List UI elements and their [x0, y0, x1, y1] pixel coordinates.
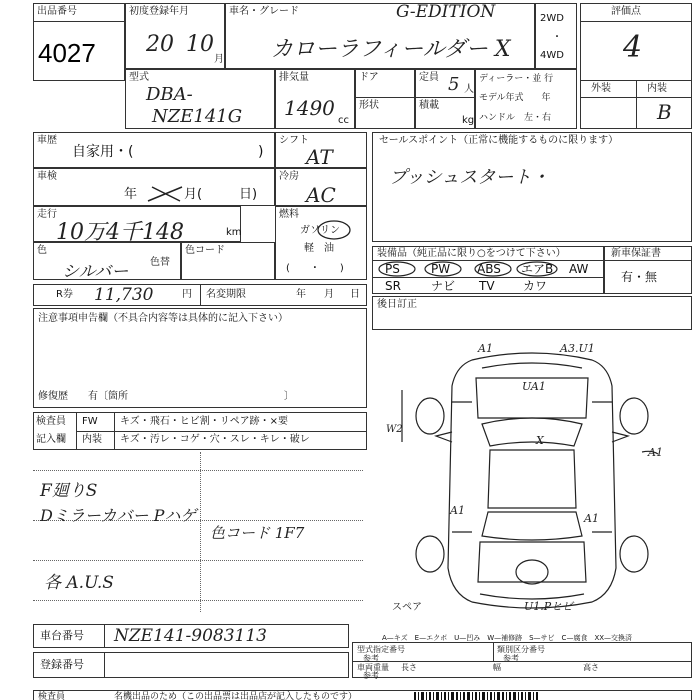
chassis-label: 車台番号: [40, 629, 84, 642]
cc-box: [275, 69, 355, 129]
spec-row1b: 参考: [363, 654, 379, 663]
note-4: 各 A.U.S: [44, 573, 114, 593]
door-label: ドア: [359, 72, 379, 83]
dealer-box: [475, 69, 577, 129]
mileage-box: [33, 206, 242, 245]
note-1: F廻りS: [40, 481, 98, 501]
spec-row1c: 類別区分番号: [497, 645, 545, 654]
load-unit: kg: [462, 115, 475, 126]
sales-value: プッシュスタート・: [389, 167, 550, 188]
sales-label: セールスポイント（正常に機能するものに限ります）: [379, 135, 619, 146]
mileage-unit: km: [226, 227, 242, 238]
bottom-row: [33, 690, 692, 700]
equip-airbag: エアB: [521, 262, 554, 276]
int-value: B: [657, 100, 672, 124]
capacity-box: [415, 69, 475, 129]
model-box: [125, 69, 275, 129]
chassis-value: NZE141-9083113: [114, 626, 267, 646]
capacity-value: 5: [448, 74, 460, 95]
drive-sep: ・: [552, 32, 562, 43]
color-change: 色替: [150, 257, 170, 268]
cc-unit: cc: [338, 115, 349, 126]
mark-x: X: [536, 434, 544, 447]
recycle-unit: 円: [182, 289, 192, 300]
dealer-line3: ハンドル 左・右: [479, 113, 552, 123]
history-close: ): [258, 144, 264, 160]
load-label: 積載: [419, 100, 439, 111]
inspection-box: [33, 168, 275, 206]
equipment-box: [372, 246, 604, 294]
name-label: 車名・グレード: [229, 6, 299, 17]
spec-row2c: 長さ: [401, 663, 417, 672]
fuel-diesel: 軽 油: [304, 243, 334, 254]
checker-label2: 記入欄: [36, 434, 66, 445]
equip-aw: AW: [569, 262, 589, 276]
spec-row1a: 型式指定番号: [357, 645, 405, 654]
change-month: 月: [324, 289, 334, 300]
model-line1: DBA-: [146, 84, 193, 105]
change-label: 名変期限: [206, 289, 246, 300]
spec-box: [352, 642, 692, 678]
warranty-label: 新車保証書: [611, 248, 661, 259]
ac-value: AC: [306, 183, 336, 207]
ext-label: 外装: [591, 83, 611, 94]
rating-box: [580, 3, 692, 129]
lot-number: 4027: [38, 38, 96, 68]
name-grade-box: [225, 3, 535, 69]
mileage-label: 走行: [37, 209, 57, 220]
spec-row2e: 高さ: [583, 663, 599, 672]
door-box: [355, 69, 415, 129]
equip-circles: [373, 260, 605, 294]
fw-row: キズ・飛石・ヒビ割・リペア跡・×要: [120, 416, 288, 427]
after-label: 後日訂正: [377, 299, 417, 310]
registration-label: 登録番号: [40, 658, 84, 671]
capacity-unit: 人: [464, 84, 474, 95]
reg-month-unit: 月: [214, 54, 224, 65]
spec-row1d: 参考: [503, 654, 519, 663]
note-3: 色コード 1F7: [210, 524, 305, 542]
bottom-text: 名機出品のため（この出品票は出品店が記入したものです）: [114, 692, 358, 700]
in-label: 内装: [82, 434, 102, 445]
strike-mark: [146, 185, 186, 203]
reg-month: 10: [186, 32, 214, 57]
equip-abs: ABS: [477, 262, 501, 276]
fuel-box: [275, 206, 367, 280]
recycle-value: 11,730: [94, 285, 154, 305]
history-box: [33, 132, 275, 168]
model-line2: NZE141G: [152, 106, 243, 127]
inspect-day: 日): [239, 187, 258, 202]
mark-ua1: UA1: [522, 380, 546, 393]
mark-a1-right: A1: [648, 446, 663, 459]
reg-year: 20: [146, 32, 174, 57]
mileage-value: 10万4千148: [56, 220, 184, 245]
mark-a1-left: A1: [450, 504, 465, 517]
dealer-line1: ディーラー・並 行: [479, 74, 554, 84]
warranty-value: 有・無: [621, 270, 658, 284]
drive-box: [535, 3, 577, 69]
repair-label: 修復歴 有〔箇所: [38, 391, 128, 402]
inspect-month: 月(: [184, 187, 203, 202]
int-label: 内装: [647, 83, 667, 94]
mark-w2: W2: [386, 424, 403, 435]
ac-label: 冷房: [279, 171, 299, 182]
lot-label: 出品番号: [37, 6, 77, 17]
registration-date-box: [125, 3, 225, 69]
recycle-label: R券: [56, 289, 73, 300]
in-row: キズ・汚レ・コゲ・穴・スレ・キレ・破レ: [120, 434, 310, 445]
ac-box: [275, 168, 367, 206]
equip-tv: TV: [479, 279, 495, 293]
car-name: カローラフィールダー X: [271, 37, 511, 62]
checker-label1: 検査員: [36, 416, 66, 427]
fuel-gas: ガソリン: [300, 225, 340, 236]
change-year: 年: [296, 289, 306, 300]
equip-label: 装備品（純正品に限り○をつけて下さい）: [377, 248, 566, 259]
fw-label: FW: [82, 416, 98, 427]
history-label: 車歴: [37, 135, 57, 146]
shift-box: [275, 132, 367, 168]
color-code-label: 色コード: [185, 245, 225, 256]
mark-a1-right2: A1: [584, 512, 599, 525]
rating-label: 評価点: [611, 6, 641, 17]
equip-ps: PS: [385, 262, 400, 276]
spec-row2b: 参考: [363, 671, 379, 680]
legend: A—キズ E—エクボ U—凹み W—補修跡 S—サビ C—腐食 XX—交換済: [382, 634, 633, 642]
shape-label: 形状: [359, 100, 379, 111]
mark-a1-front: A1: [478, 342, 493, 355]
inspect-year: 年: [124, 187, 138, 202]
mark-a3u1: A3.U1: [560, 342, 595, 355]
barcode: [414, 692, 684, 700]
capacity-label: 定員: [419, 72, 439, 83]
color-value: シルバー: [62, 262, 129, 282]
lot-box: [33, 3, 125, 81]
chassis-box: [33, 624, 349, 648]
drive-4wd: 4WD: [540, 50, 564, 61]
change-day: 日: [350, 289, 360, 300]
color-code-box: [181, 242, 275, 280]
notes-label: 注意事項申告欄（不具合内容等は具体的に記入下さい）: [38, 313, 288, 324]
recycle-box: [33, 284, 367, 306]
drive-2wd: 2WD: [540, 13, 564, 24]
registration-number-box: [33, 652, 349, 678]
repair-close: 〕: [284, 391, 294, 402]
cc-label: 排気量: [279, 72, 309, 83]
fuel-paren: ( ・ ): [286, 263, 344, 274]
after-correction-box: [372, 296, 692, 330]
notes-box: [33, 308, 367, 408]
rating-value: 4: [623, 30, 643, 65]
mark-spare: スペア: [392, 602, 422, 613]
note-2: Dミラーカバー Pハゲ: [40, 506, 197, 525]
equip-pw: PW: [431, 262, 451, 276]
car-diagram: [372, 332, 692, 624]
fuel-label: 燃料: [279, 209, 299, 220]
shift-label: シフト: [279, 135, 309, 146]
sales-point-box: [372, 132, 692, 242]
spec-row2d: 幅: [493, 663, 501, 672]
model-label: 型式: [129, 72, 149, 83]
bottom-label: 検査員: [38, 692, 66, 700]
history-value: 自家用・(: [72, 144, 134, 160]
edition: G-EDITION: [396, 2, 496, 22]
inspect-label: 車検: [37, 171, 57, 182]
reg-label: 初度登録年月: [129, 6, 189, 17]
shift-value: AT: [306, 145, 333, 169]
checker-box: [33, 412, 367, 450]
equip-navi: ナビ: [431, 279, 456, 293]
equip-leather: カワ: [523, 279, 548, 293]
dealer-line2: モデル年式 年: [479, 93, 551, 103]
color-label: 色: [37, 245, 47, 256]
mark-u1-rear: U1.Pヒビ: [524, 600, 574, 613]
cc-value: 1490: [284, 96, 335, 120]
spec-row2a: 車両重量: [357, 663, 389, 672]
warranty-box: [604, 246, 692, 294]
color-box: [33, 242, 181, 280]
equip-sr: SR: [385, 279, 401, 293]
gas-circle: [316, 219, 352, 241]
